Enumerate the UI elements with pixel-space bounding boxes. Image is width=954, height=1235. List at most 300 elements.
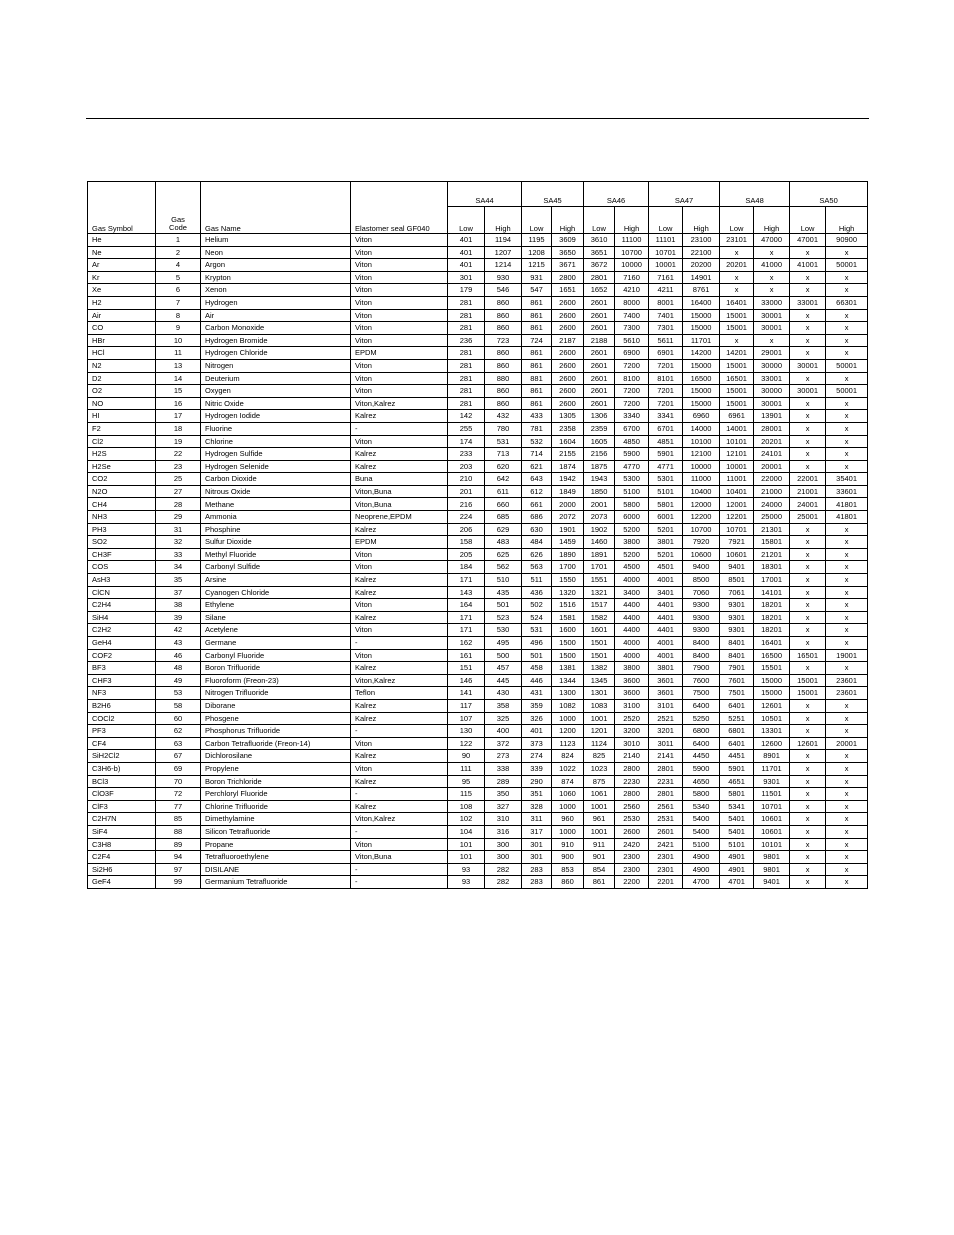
table-row [88, 637, 868, 650]
range-high-cell: 3600 [615, 674, 649, 687]
range-high-cell: 2200 [615, 876, 649, 889]
range-high-cell: 860 [485, 385, 522, 398]
range-high-cell: x [826, 662, 868, 675]
range-high-cell: 8761 [683, 284, 720, 297]
gas-symbol-cell: ClF3 [88, 800, 156, 813]
range-low-cell: 6401 [720, 737, 754, 750]
gas-name-cell: Carbon Tetrafluoride (Freon-14) [201, 737, 351, 750]
gas-name-cell: Ammonia [201, 511, 351, 524]
range-high-cell: 930 [485, 271, 522, 284]
range-high-cell: x [826, 813, 868, 826]
range-low-cell: 3672 [584, 259, 615, 272]
range-high-cell: 1942 [552, 473, 584, 486]
gas-symbol-cell: C3H6-b) [88, 762, 156, 775]
gas-symbol-cell: NO [88, 397, 156, 410]
range-high-cell: 5200 [615, 548, 649, 561]
header-low: Low [649, 207, 683, 234]
gas-name-cell: Methane [201, 498, 351, 511]
range-high-cell: 50001 [826, 359, 868, 372]
range-low-cell: 11001 [720, 473, 754, 486]
range-high-cell: 66301 [826, 296, 868, 309]
range-high-cell: 1300 [552, 687, 584, 700]
range-low-cell: 255 [448, 422, 485, 435]
range-low-cell: 2156 [584, 448, 615, 461]
elastomer-seal-cell: Kalrez [351, 611, 448, 624]
range-high-cell: 2420 [615, 838, 649, 851]
gas-code-cell: 6 [156, 284, 201, 297]
range-low-cell: 111 [448, 762, 485, 775]
range-high-cell: x [826, 838, 868, 851]
gas-symbol-cell: C2H4 [88, 599, 156, 612]
range-high-cell: 9300 [683, 611, 720, 624]
range-high-cell: 546 [485, 284, 522, 297]
range-low-cell: 8101 [649, 372, 683, 385]
range-low-cell: 14001 [720, 422, 754, 435]
range-high-cell: 10701 [754, 800, 790, 813]
gas-code-cell: 97 [156, 863, 201, 876]
gas-code-cell: 69 [156, 762, 201, 775]
range-low-cell: 686 [522, 511, 552, 524]
table-row [88, 750, 868, 763]
range-high-cell: 14901 [683, 271, 720, 284]
range-high-cell: x [826, 246, 868, 259]
range-high-cell: 7920 [683, 536, 720, 549]
range-low-cell: 130 [448, 725, 485, 738]
range-low-cell: 501 [522, 649, 552, 662]
gas-code-cell: 16 [156, 397, 201, 410]
range-high-cell: 3400 [615, 586, 649, 599]
range-high-cell: 12601 [754, 699, 790, 712]
range-high-cell: 430 [485, 687, 522, 700]
range-high-cell: 1214 [485, 259, 522, 272]
gas-code-cell: 39 [156, 611, 201, 624]
gas-symbol-cell: HI [88, 410, 156, 423]
range-high-cell: 2560 [615, 800, 649, 813]
range-low-cell: x [790, 246, 826, 259]
range-low-cell: 95 [448, 775, 485, 788]
range-low-cell: 1875 [584, 460, 615, 473]
gas-symbol-cell: CH3F [88, 548, 156, 561]
range-high-cell: x [826, 599, 868, 612]
range-low-cell: 233 [448, 448, 485, 461]
elastomer-seal-cell: Viton [351, 359, 448, 372]
gas-name-cell: Fluorine [201, 422, 351, 435]
elastomer-seal-cell: Kalrez [351, 574, 448, 587]
range-low-cell: 1061 [584, 788, 615, 801]
gas-symbol-cell: CH4 [88, 498, 156, 511]
range-high-cell: 29001 [754, 347, 790, 360]
range-low-cell: x [790, 536, 826, 549]
gas-name-cell: Hydrogen Sulfide [201, 448, 351, 461]
gas-name-cell: Propane [201, 838, 351, 851]
elastomer-seal-cell: Kalrez [351, 662, 448, 675]
gas-name-cell: Hydrogen [201, 296, 351, 309]
range-high-cell: x [826, 561, 868, 574]
range-high-cell: 531 [485, 435, 522, 448]
gas-name-cell: Silicon Tetrafluoride [201, 825, 351, 838]
gas-symbol-cell: PH3 [88, 523, 156, 536]
header-blank-cell [88, 182, 156, 207]
range-low-cell: x [790, 372, 826, 385]
range-high-cell: 5200 [615, 523, 649, 536]
gas-symbol-cell: Xe [88, 284, 156, 297]
range-low-cell: 179 [448, 284, 485, 297]
range-low-cell: 1215 [522, 259, 552, 272]
range-low-cell: 7201 [649, 385, 683, 398]
elastomer-seal-cell: - [351, 422, 448, 435]
range-high-cell: x [826, 536, 868, 549]
range-high-cell: x [826, 611, 868, 624]
range-high-cell: 10000 [683, 460, 720, 473]
range-low-cell: 12101 [720, 448, 754, 461]
range-high-cell: 1651 [552, 284, 584, 297]
gas-symbol-cell: C3H8 [88, 838, 156, 851]
range-low-cell: 1023 [584, 762, 615, 775]
elastomer-seal-cell: Viton [351, 599, 448, 612]
group-header-sa46: SA46 [584, 182, 649, 207]
gas-symbol-cell: Air [88, 309, 156, 322]
range-high-cell: 4400 [615, 624, 649, 637]
range-high-cell: 10501 [754, 712, 790, 725]
range-low-cell: x [790, 725, 826, 738]
header-gas-name: Gas Name [201, 207, 351, 234]
range-high-cell: 2300 [615, 863, 649, 876]
gas-symbol-cell: CHF3 [88, 674, 156, 687]
range-low-cell: 1301 [584, 687, 615, 700]
gas-code-cell: 14 [156, 372, 201, 385]
range-low-cell: x [790, 548, 826, 561]
header-blank-cell [156, 182, 201, 207]
range-low-cell: 4001 [649, 649, 683, 662]
gas-symbol-cell: B2H6 [88, 699, 156, 712]
range-low-cell: 2201 [649, 876, 683, 889]
range-low-cell: x [790, 561, 826, 574]
range-low-cell: 6801 [720, 725, 754, 738]
range-low-cell: 825 [584, 750, 615, 763]
range-low-cell: 1124 [584, 737, 615, 750]
range-low-cell: 16501 [720, 372, 754, 385]
gas-code-cell: 4 [156, 259, 201, 272]
table-row [88, 674, 868, 687]
range-low-cell: 1001 [584, 712, 615, 725]
range-high-cell: 860 [552, 876, 584, 889]
header-blank-cell [351, 182, 448, 207]
range-low-cell: x [720, 284, 754, 297]
range-low-cell: 16401 [720, 296, 754, 309]
range-low-cell: 6701 [649, 422, 683, 435]
elastomer-seal-cell: Viton [351, 372, 448, 385]
range-high-cell: x [826, 775, 868, 788]
range-high-cell: 8500 [683, 574, 720, 587]
gas-symbol-cell: SO2 [88, 536, 156, 549]
range-low-cell: 2601 [584, 359, 615, 372]
range-high-cell: 7200 [615, 385, 649, 398]
range-low-cell: 171 [448, 574, 485, 587]
gas-code-cell: 9 [156, 322, 201, 335]
range-high-cell: 12100 [683, 448, 720, 461]
range-high-cell: 1500 [552, 637, 584, 650]
range-low-cell: 2601 [584, 385, 615, 398]
gas-symbol-cell: GeH4 [88, 637, 156, 650]
range-high-cell: 5900 [683, 762, 720, 775]
range-low-cell: 20201 [720, 259, 754, 272]
gas-code-cell: 70 [156, 775, 201, 788]
range-high-cell: 8400 [683, 649, 720, 662]
range-high-cell: 19001 [826, 649, 868, 662]
range-high-cell: 1890 [552, 548, 584, 561]
range-high-cell: x [826, 876, 868, 889]
range-low-cell: 2301 [649, 863, 683, 876]
range-low-cell: x [790, 637, 826, 650]
range-high-cell: 282 [485, 863, 522, 876]
gas-code-cell: 38 [156, 599, 201, 612]
range-high-cell: 22000 [754, 473, 790, 486]
range-high-cell: 3671 [552, 259, 584, 272]
range-high-cell: 9301 [754, 775, 790, 788]
range-low-cell: 3011 [649, 737, 683, 750]
range-high-cell: x [826, 548, 868, 561]
table-row [88, 775, 868, 788]
table-row [88, 737, 868, 750]
range-high-cell: 1550 [552, 574, 584, 587]
gas-code-cell: 67 [156, 750, 201, 763]
range-high-cell: 21000 [754, 485, 790, 498]
range-high-cell: 4900 [683, 863, 720, 876]
elastomer-seal-cell: Viton [351, 548, 448, 561]
range-high-cell: 3650 [552, 246, 584, 259]
range-low-cell: x [790, 309, 826, 322]
range-high-cell: 16500 [754, 649, 790, 662]
table-row [88, 712, 868, 725]
elastomer-seal-cell: Kalrez [351, 800, 448, 813]
elastomer-seal-cell: Kalrez [351, 699, 448, 712]
range-high-cell: 21301 [754, 523, 790, 536]
table-row [88, 876, 868, 889]
range-low-cell: 2601 [584, 296, 615, 309]
elastomer-seal-cell: Viton [351, 737, 448, 750]
range-low-cell: 281 [448, 372, 485, 385]
elastomer-seal-cell: EPDM [351, 536, 448, 549]
range-low-cell: 2801 [584, 271, 615, 284]
range-high-cell: 5250 [683, 712, 720, 725]
range-low-cell: 861 [522, 385, 552, 398]
range-low-cell: 5101 [649, 485, 683, 498]
range-low-cell: x [790, 775, 826, 788]
range-high-cell: 2187 [552, 334, 584, 347]
range-high-cell: 10601 [754, 813, 790, 826]
range-low-cell: 532 [522, 435, 552, 448]
range-high-cell: 6700 [615, 422, 649, 435]
range-low-cell: 5101 [720, 838, 754, 851]
range-low-cell: 661 [522, 498, 552, 511]
gas-name-cell: Fluoroform (Freon-23) [201, 674, 351, 687]
gas-code-cell: 19 [156, 435, 201, 448]
range-high-cell: 4500 [615, 561, 649, 574]
header-high: High [754, 207, 790, 234]
range-low-cell: 861 [522, 309, 552, 322]
range-low-cell: 861 [584, 876, 615, 889]
range-low-cell: 2801 [649, 762, 683, 775]
range-high-cell: 4770 [615, 460, 649, 473]
range-high-cell: 316 [485, 825, 522, 838]
range-high-cell: 5900 [615, 448, 649, 461]
range-low-cell: 317 [522, 825, 552, 838]
range-low-cell: 4001 [649, 637, 683, 650]
range-low-cell: 359 [522, 699, 552, 712]
gas-name-cell: Germanium Tetrafluoride [201, 876, 351, 889]
range-low-cell: 2301 [649, 851, 683, 864]
table-row [88, 448, 868, 461]
gas-name-cell: Phosphorus Trifluoride [201, 725, 351, 738]
table-row [88, 410, 868, 423]
range-high-cell: 6000 [615, 511, 649, 524]
range-high-cell: 660 [485, 498, 522, 511]
elastomer-seal-cell: Viton [351, 271, 448, 284]
range-low-cell: 1001 [584, 825, 615, 838]
range-low-cell: 281 [448, 309, 485, 322]
gas-name-cell: Hydrogen Selenide [201, 460, 351, 473]
group-header-row [88, 182, 868, 207]
range-low-cell: x [790, 347, 826, 360]
gas-code-cell: 89 [156, 838, 201, 851]
range-low-cell: 496 [522, 637, 552, 650]
range-low-cell: x [720, 246, 754, 259]
gas-code-cell: 85 [156, 813, 201, 826]
table-row [88, 372, 868, 385]
gas-symbol-cell: C2H2 [88, 624, 156, 637]
gas-symbol-cell: H2 [88, 296, 156, 309]
range-low-cell: 1551 [584, 574, 615, 587]
range-high-cell: 960 [552, 813, 584, 826]
range-high-cell: 523 [485, 611, 522, 624]
range-low-cell: 5301 [649, 473, 683, 486]
range-high-cell: 611 [485, 485, 522, 498]
range-low-cell: 612 [522, 485, 552, 498]
gas-code-cell: 22 [156, 448, 201, 461]
range-high-cell: 3010 [615, 737, 649, 750]
range-high-cell: 2600 [552, 359, 584, 372]
range-high-cell: x [826, 586, 868, 599]
elastomer-seal-cell: Kalrez [351, 750, 448, 763]
range-low-cell: 4001 [649, 574, 683, 587]
elastomer-seal-cell: Viton,Buna [351, 498, 448, 511]
range-high-cell: 28001 [754, 422, 790, 435]
table-row [88, 460, 868, 473]
range-low-cell: 107 [448, 712, 485, 725]
range-low-cell: 108 [448, 800, 485, 813]
range-low-cell: 15001 [720, 359, 754, 372]
elastomer-seal-cell: - [351, 825, 448, 838]
range-high-cell: x [826, 699, 868, 712]
range-high-cell: 20200 [683, 259, 720, 272]
elastomer-seal-cell: Viton [351, 561, 448, 574]
range-high-cell: 1344 [552, 674, 584, 687]
gas-name-cell: Carbonyl Fluoride [201, 649, 351, 662]
table-row [88, 435, 868, 448]
range-low-cell: x [790, 410, 826, 423]
range-low-cell: 30001 [790, 385, 826, 398]
range-low-cell: x [790, 435, 826, 448]
column-header-row [88, 207, 868, 234]
range-low-cell: 2561 [649, 800, 683, 813]
table-row [88, 473, 868, 486]
range-low-cell: 101 [448, 851, 485, 864]
range-low-cell: 3601 [649, 687, 683, 700]
range-high-cell: 2600 [615, 825, 649, 838]
range-high-cell: 10400 [683, 485, 720, 498]
range-high-cell: 400 [485, 725, 522, 738]
range-high-cell: 2300 [615, 851, 649, 864]
range-low-cell: 9301 [720, 599, 754, 612]
range-low-cell: x [790, 750, 826, 763]
range-low-cell: 3610 [584, 234, 615, 247]
range-high-cell: 1500 [552, 649, 584, 662]
gas-name-cell: Chlorine [201, 435, 351, 448]
range-high-cell: 15801 [754, 536, 790, 549]
gas-code-cell: 94 [156, 851, 201, 864]
table-row [88, 334, 868, 347]
range-high-cell: 457 [485, 662, 522, 675]
gas-code-cell: 10 [156, 334, 201, 347]
gas-code-cell: 63 [156, 737, 201, 750]
gas-symbol-cell: GeF4 [88, 876, 156, 889]
range-high-cell: 7200 [615, 359, 649, 372]
range-high-cell: 620 [485, 460, 522, 473]
range-high-cell: 22100 [683, 246, 720, 259]
gas-code-cell: 23 [156, 460, 201, 473]
range-high-cell: x [754, 246, 790, 259]
gas-name-cell: Tetrafluoroethylene [201, 851, 351, 864]
gas-code-cell: 2 [156, 246, 201, 259]
range-high-cell: 15000 [683, 309, 720, 322]
elastomer-seal-cell: Viton [351, 334, 448, 347]
range-low-cell: x [790, 662, 826, 675]
range-low-cell: 4901 [720, 851, 754, 864]
range-high-cell: x [826, 271, 868, 284]
range-low-cell: 281 [448, 322, 485, 335]
range-low-cell: x [790, 322, 826, 335]
range-high-cell: 1381 [552, 662, 584, 675]
range-high-cell: 2600 [552, 347, 584, 360]
gas-symbol-cell: F2 [88, 422, 156, 435]
gas-name-cell: Hydrogen Chloride [201, 347, 351, 360]
table-row [88, 838, 868, 851]
range-low-cell: 10701 [720, 523, 754, 536]
range-high-cell: 9400 [683, 561, 720, 574]
range-low-cell: 174 [448, 435, 485, 448]
range-low-cell: 281 [448, 296, 485, 309]
range-high-cell: x [826, 800, 868, 813]
table-row [88, 611, 868, 624]
range-low-cell: x [790, 788, 826, 801]
range-low-cell: x [720, 271, 754, 284]
range-high-cell: 300 [485, 851, 522, 864]
range-low-cell: 5201 [649, 548, 683, 561]
gas-symbol-cell: BCl3 [88, 775, 156, 788]
range-low-cell: x [790, 271, 826, 284]
range-low-cell: 2359 [584, 422, 615, 435]
elastomer-seal-cell: Kalrez [351, 586, 448, 599]
header-low: Low [584, 207, 615, 234]
range-low-cell: 1201 [584, 725, 615, 738]
group-header-sa50: SA50 [790, 182, 868, 207]
range-low-cell: x [790, 876, 826, 889]
range-low-cell: 22001 [790, 473, 826, 486]
gas-name-cell: Boron Trichloride [201, 775, 351, 788]
range-low-cell: 93 [448, 876, 485, 889]
range-high-cell: 310 [485, 813, 522, 826]
gas-name-cell: Dichlorosilane [201, 750, 351, 763]
